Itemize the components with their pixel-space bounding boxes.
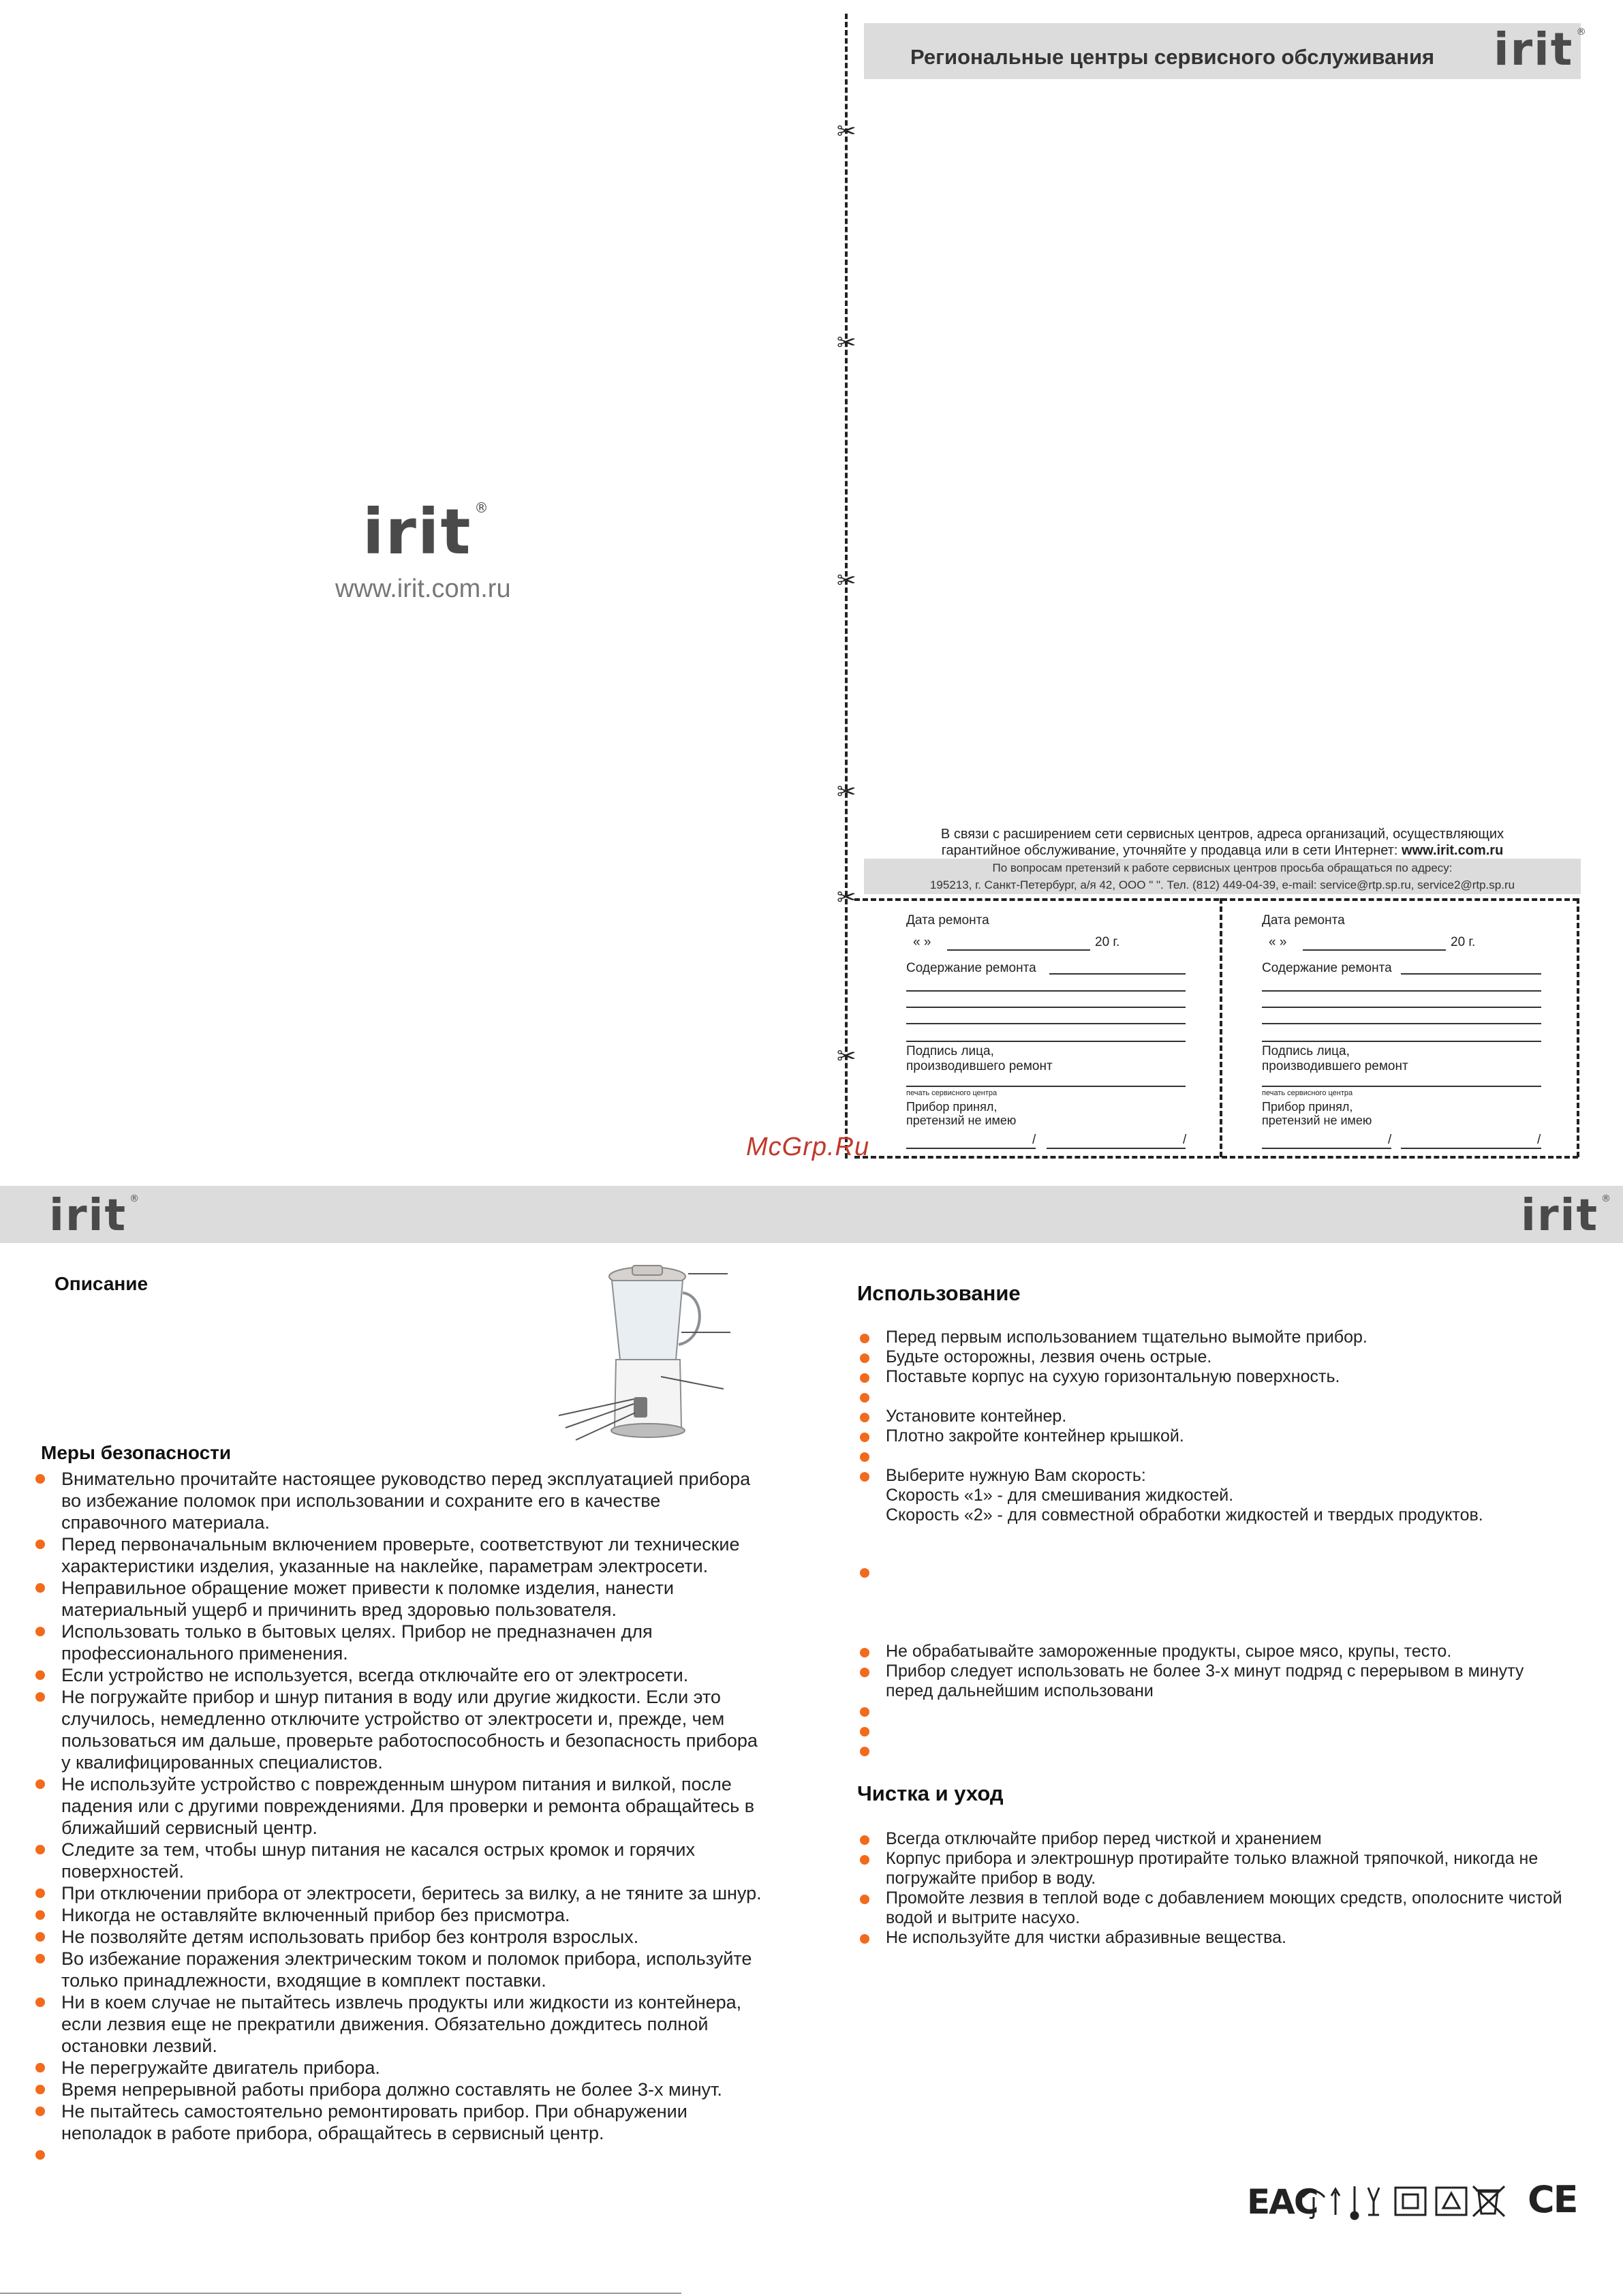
list-item: Установите контейнер.: [860, 1407, 1582, 1426]
usage-list-2: [860, 1562, 1582, 1582]
scissors-icon: ✂: [837, 1043, 856, 1070]
list-item: Не пытайтесь самостоятельно ремонтировать прибор. При обнаружении неполадок в работе прибора, обращайтесь в сервисный центр.: [35, 2100, 812, 2144]
recycle-box-icon: [1436, 2188, 1466, 2215]
list-item: Во избежание поражения электрическим током и поломок прибора, используйте только принадлежности, входящие в комплект поставки.: [35, 1948, 812, 1991]
list-item: Будьте осторожны, лезвия очень острые.: [860, 1347, 1582, 1367]
claims-bar: По вопросам претензий к работе сервисных центров просьба обращаться по адресу: 195213, г. Санкт-Петербург, а/я 42, ООО " ". Тел. (812) 449-04-39, e-mail: service@rtp.sp.ru, service2@rtp.sp.ru: [864, 859, 1581, 894]
eac-mark: ЕАС: [1247, 2182, 1318, 2222]
scissors-icon: ✂: [837, 884, 856, 911]
list-item: При отключении прибора от электросети, беритесь за вилку, а не тяните за шнур.: [35, 1882, 812, 1904]
list-item: [860, 1741, 1582, 1760]
list-item: Не перегружайте двигатель прибора.: [35, 2057, 812, 2079]
scissors-icon: ✂: [837, 567, 856, 594]
umbrella-icon: [1303, 2191, 1325, 2218]
coupon-cut-top: [854, 898, 1578, 901]
list-item: Внимательно прочитайте настоящее руководство перед эксплуатацией прибора во избежание поломок при использовании и сохраните его в качестве справочного материала.: [35, 1468, 812, 1533]
this-way-up-icon: [1331, 2189, 1340, 2215]
list-item: Всегда отключайте прибор перед чисткой и хранением: [860, 1829, 1582, 1849]
list-item: Плотно закройте контейнер крышкой.: [860, 1426, 1582, 1446]
weee-bin-icon: [1473, 2186, 1504, 2216]
cleaning-list: [860, 1829, 1582, 1948]
list-item: Использовать только в бытовых целях. Прибор не предназначен для профессионального применения.: [35, 1621, 812, 1664]
list-item: Неправильное обращение может привести к поломке изделия, нанести материальный ущерб и причинить вред здоровью пользователя.: [35, 1577, 812, 1621]
safety-title: Меры безопасности: [41, 1442, 232, 1463]
list-item: Если устройство не используется, всегда отключайте его от электросети.: [35, 1664, 812, 1686]
instruction-header-bar: [0, 1186, 1623, 1243]
list-item: Промойте лезвия в теплой воде с добавлением моющих средств, ополосните чистой водой и вытрите насухо.: [860, 1888, 1582, 1928]
list-item: Никогда не оставляйте включенный прибор без присмотра.: [35, 1904, 812, 1926]
list-item: Ни в коем случае не пытайтесь извлечь продукты или жидкости из контейнера, если лезвия еще не прекратили движения. Обязательно дождитесь полной остановки лезвий.: [35, 1991, 812, 2057]
scissors-icon: ✂: [837, 118, 856, 145]
instruction-logo-left: irit ®: [49, 1191, 141, 1241]
instruction-logo-right: irit ®: [1521, 1191, 1613, 1241]
safety-list: [35, 1468, 812, 2166]
list-item: [860, 1387, 1582, 1407]
list-item: Выберите нужную Вам скорость: Скорость «1» - для смешивания жидкостей. Скорость «2» - для совместной обработки жидкостей и твердых продуктов.: [860, 1466, 1582, 1525]
list-item: [35, 2144, 812, 2166]
usage-list-1: [860, 1328, 1582, 1525]
double-insulation-icon: [1395, 2188, 1425, 2215]
service-header-logo: irit ®: [1494, 23, 1588, 76]
list-item: [860, 1446, 1582, 1466]
list-item: Поставьте корпус на сухую горизонтальную поверхность.: [860, 1367, 1582, 1387]
fragile-icon: [1368, 2188, 1379, 2215]
watermark: McGrp.Ru: [746, 1133, 870, 1161]
list-item: Перед первоначальным включением проверьте, соответствуют ли технические характеристики изделия, указанные на наклейке, параметрам электросети.: [35, 1533, 812, 1577]
list-item: Не обрабатывайте замороженные продукты, сырое мясо, крупы, тесто.: [860, 1642, 1582, 1662]
service-centers-title: Региональные центры сервисного обслуживания: [910, 45, 1435, 69]
blender-illustration: [545, 1257, 743, 1448]
cover-website[interactable]: www.irit.com.ru: [335, 575, 511, 603]
cover-logo: irit ®: [362, 495, 490, 568]
blender-jar: [612, 1281, 683, 1360]
usage-title: Использование: [857, 1281, 1021, 1305]
list-item: Не используйте для чистки абразивные вещества.: [860, 1928, 1582, 1948]
coupon-cut-middle: [1220, 898, 1222, 1157]
list-item: Корпус прибора и электрошнур протирайте только влажной тряпочкой, никогда не погружайте прибор в воду.: [860, 1849, 1582, 1888]
cleaning-title: Чистка и уход: [857, 1781, 1004, 1805]
handling-icons: [1300, 2182, 1525, 2222]
scissors-icon: ✂: [837, 329, 856, 356]
list-item: [860, 1721, 1582, 1741]
list-item: [860, 1701, 1582, 1721]
list-item: [860, 1562, 1582, 1582]
usage-list-3: [860, 1642, 1582, 1760]
scissors-icon: ✂: [837, 778, 856, 806]
list-item: Не погружайте прибор и шнур питания в воду или другие жидкости. Если это случилось, немедленно отключите устройство от электросети и, прежде, чем пользоваться им дальше, проверьте работоспособность и безопасность прибора у квалифицированных специалистов.: [35, 1686, 812, 1773]
service-notice: В связи с расширением сети сервисных центров, адреса организаций, осуществляющих гарантийное обслуживание, уточняйте у продавца или в сети Интернет: www.irit.com.ru: [940, 827, 1504, 858]
certification-marks: [1247, 2178, 1588, 2226]
list-item: Прибор следует использовать не более 3-х минут подряд с перерывом в минуту перед дальнейшим использовани: [860, 1662, 1582, 1701]
coupon-cut-bottom: [854, 1156, 1578, 1159]
speed-switch: [634, 1397, 647, 1418]
list-item: Время непрерывной работы прибора должно составлять не более 3-х минут.: [35, 2079, 812, 2100]
list-item: Не используйте устройство с поврежденным шнуром питания и вилкой, после падения или с другими повреждениями. Для проверки и ремонта обращайтесь в ближайший сервисный центр.: [35, 1773, 812, 1839]
ce-mark: CE: [1528, 2178, 1577, 2221]
notice-url[interactable]: www.irit.com.ru: [1402, 843, 1504, 858]
description-title: Описание: [55, 1273, 149, 1294]
list-item: Следите за тем, чтобы шнур питания не касался острых кромок и горячих поверхностей.: [35, 1839, 812, 1882]
coupon-cut-right: [1577, 898, 1579, 1157]
thermometer-icon: [1351, 2186, 1358, 2219]
bottom-fold-line: [0, 2293, 681, 2294]
service-centers-header: [864, 23, 1588, 79]
list-item: Не позволяйте детям использовать прибор без контроля взрослых.: [35, 1926, 812, 1948]
list-item: Перед первым использованием тщательно вымойте прибор.: [860, 1328, 1582, 1347]
